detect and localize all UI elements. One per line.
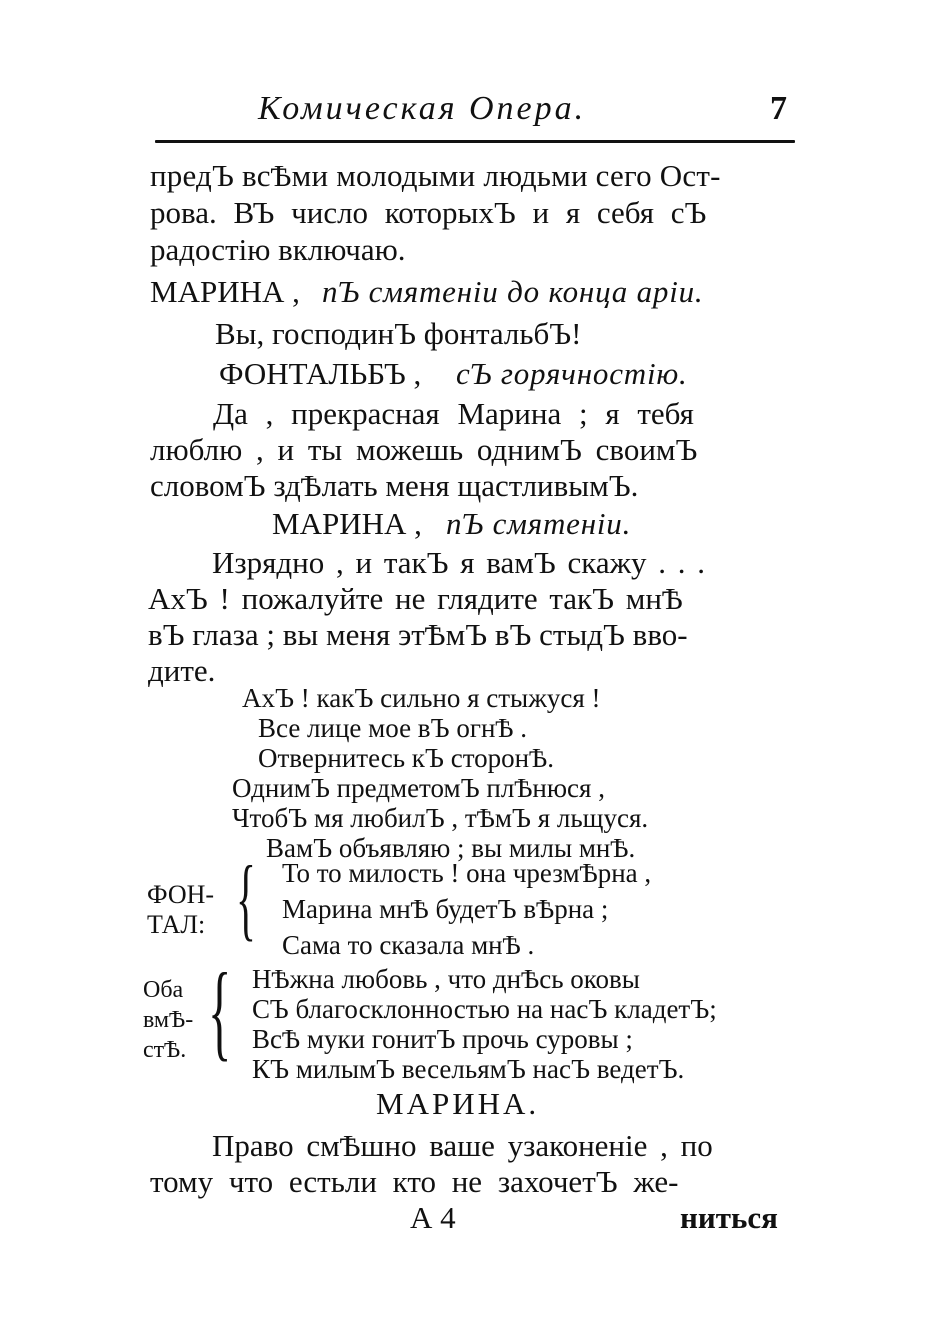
text-line: радостiю включаю. bbox=[150, 232, 406, 267]
stage-direction: пЪ смятенiи. bbox=[446, 506, 632, 541]
speech-line: Да , прекрасная Марина ; я тебя bbox=[213, 396, 694, 431]
speaker-name: ТАЛ: bbox=[147, 909, 206, 939]
speaker-name: Оба bbox=[143, 977, 184, 1003]
speech-line: Право смѢшно ваше узаконенiе , по bbox=[212, 1128, 713, 1163]
speaker-name: ФОН- bbox=[147, 880, 215, 909]
verse-line: КЪ милымЪ весельямЪ насЪ ведетЪ. bbox=[252, 1054, 685, 1084]
verse-line: То то милость ! она чрезмѢрна , bbox=[282, 858, 652, 888]
signature-mark: А 4 bbox=[410, 1200, 456, 1235]
verse-line: ОднимЪ предметомЪ плѢнюся , bbox=[232, 773, 605, 803]
running-title: Комическая Опера. bbox=[258, 90, 587, 127]
page-number: 7 bbox=[770, 90, 787, 127]
text-line: предЪ всѢми молодыми людьми сего Ост- bbox=[150, 158, 721, 193]
speech-line: люблю , и ты можешь однимЪ своимЪ bbox=[150, 432, 698, 467]
verse-line: ЧтобЪ мя любилЪ , тѢмЪ я льщуся. bbox=[232, 803, 649, 833]
verse-line: Сама то сказала мнѢ . bbox=[282, 930, 535, 960]
verse-line: СЪ благосклонностью на насЪ кладетЪ; bbox=[252, 994, 717, 1024]
text-line: рова. ВЪ число которыхЪ и я себя сЪ bbox=[150, 195, 707, 230]
speaker-name: МАРИНА , bbox=[150, 274, 300, 309]
stage-direction: пЪ смятенiи до конца арiи. bbox=[322, 274, 704, 309]
speaker-name: вмѢ- bbox=[143, 1007, 194, 1033]
verse-line: ВамЪ объявляю ; вы милы мнѢ. bbox=[266, 833, 636, 863]
speech-line: АхЪ ! пожалуйте не глядите такЪ мнѢ bbox=[148, 581, 683, 616]
stage-direction: сЪ горячностiю. bbox=[456, 356, 688, 391]
speech-line: Изрядно , и такЪ я вамЪ скажу . . . bbox=[212, 545, 706, 580]
speech-line: дите. bbox=[148, 653, 216, 688]
speaker-name: МАРИНА. bbox=[376, 1086, 540, 1121]
speech-line: тому что естьли кто не захочетЪ же- bbox=[150, 1164, 679, 1199]
speech-line: вЪ глаза ; вы меня этѢмЪ вЪ стыдЪ вво- bbox=[148, 617, 688, 652]
verse-speaker bbox=[147, 880, 214, 940]
header-rule bbox=[155, 140, 795, 143]
verse-line: АхЪ ! какЪ сильно я стыжуся ! bbox=[242, 683, 601, 713]
speaker-name: ФОНТАЛЬБЪ , bbox=[219, 356, 422, 391]
verse-line: Все лице мое вЪ огнѢ . bbox=[258, 713, 528, 743]
verse-line: НѢжна любовь , что днѢсь оковы bbox=[252, 964, 640, 994]
verse-line: Марина мнѢ будетЪ вѢрна ; bbox=[282, 894, 609, 924]
speech-line: Вы, господинЪ фонтальбЪ! bbox=[215, 316, 582, 351]
curly-brace: { bbox=[208, 952, 232, 1071]
verse-line: Отвернитесь кЪ сторонѢ. bbox=[258, 743, 554, 773]
catchword: ниться bbox=[680, 1200, 778, 1235]
speaker-name: стѢ. bbox=[143, 1037, 187, 1063]
verse-line: ВсѢ муки гонитЪ прочь суровы ; bbox=[252, 1024, 633, 1054]
speaker-name: МАРИНА , bbox=[272, 506, 422, 541]
curly-brace: { bbox=[236, 847, 256, 949]
speech-line: словомЪ здѢлать меня щастливымЪ. bbox=[150, 468, 639, 503]
verse-speaker bbox=[143, 975, 193, 1065]
